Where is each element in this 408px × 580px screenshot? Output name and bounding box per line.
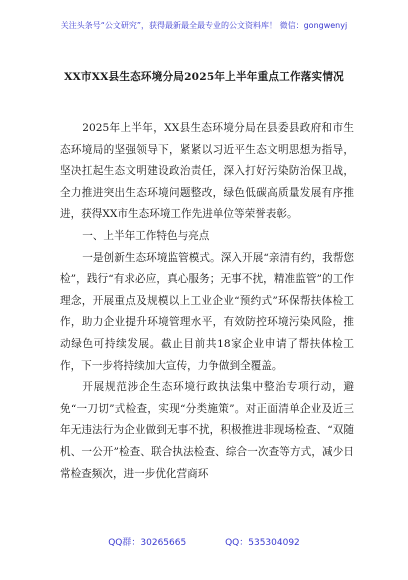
footer-qq: QQ：535304092 (225, 538, 300, 548)
intro-paragraph: 2025年上半年，XX县生态环境分局在县委县政府和市生态环境局的坚强领导下，紧紧以习近平生态文明思想为指导，坚决扛起生态文明建设政治责任，深入打好污染防治保卫战，全力推进突出生态环境问题整改，绿色低碳高质量发展有序推进，获得XX市生态环境工作先进单位等荣誉表彰。 (60, 122, 354, 221)
document-title: XX市XX县生态环境分局2025年上半年重点工作落实情况 (64, 71, 344, 83)
document-body (60, 118, 354, 485)
footer-qq-group: QQ群：30265665 (108, 538, 187, 548)
body-paragraph: 一是创新生态环境监管模式。深入开展“亲清有约，我帮您检”，践行“有求必应，真心服务；无事不扰，精准监管”的工作理念，开展重点及规模以上工业企业“预约式”环保帮扶体检工作，助力企业提升环境管理水平，有效防控环境污染风险，推动绿色可持续发展。截止目前共18家企业申请了帮扶体检工作，下一步将持续加大宣传，力争做到全覆盖。 (60, 251, 354, 372)
header-promo-note: 关注头条号“公文研究”，获得最新最全最专业的公文资料库！ 微信：gongwenyj (60, 21, 348, 30)
section-heading: 一、上半年工作特色与亮点 (82, 229, 210, 242)
body-paragraph: 开展规范涉企生态环境行政执法集中整治专项行动，避免“一刀切”式检查，实现“分类施策”。对正面清单企业及近三年无违法行为企业做到无事不扰，积极推进非现场检查、“双随机、一公开”检查、联合执法检查、综合一次查等方式，减少日常检查频次，进一步优化营商环 (60, 381, 354, 480)
footer-contact (0, 535, 408, 548)
